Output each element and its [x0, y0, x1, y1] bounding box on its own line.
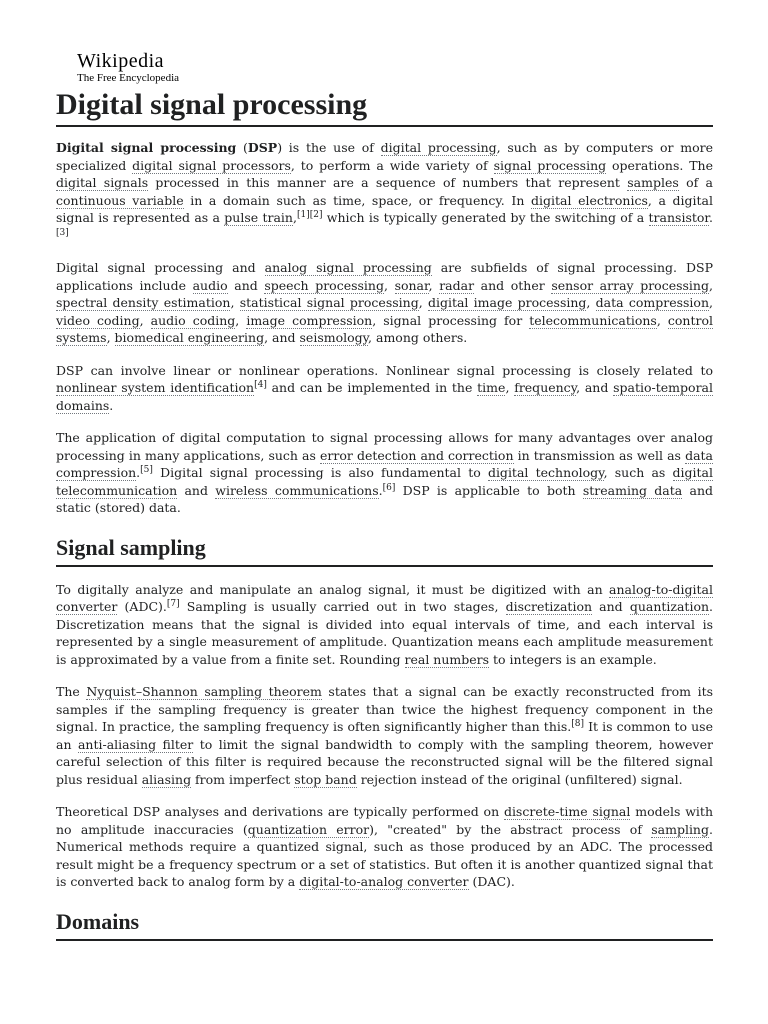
citation-ref[interactable]: [2]	[309, 209, 323, 220]
link-digital-to-analog-converter[interactable]: digital-to-analog converter	[299, 874, 469, 889]
link-frequency[interactable]: frequency	[514, 380, 577, 395]
citation-ref[interactable]: [4]	[254, 379, 267, 390]
link-digital-signal-processors[interactable]: digital signal processors	[132, 157, 291, 173]
text-span: . Discretization means that the signal is divided into equal intervals of time, and each interval is represented by a single measurement of amplitude. Quantization means each amplitude measurement is approximated by a value from a finite set. Rounding	[56, 599, 714, 667]
link-biomedical-engineering[interactable]: biomedical engineering	[114, 330, 265, 345]
link-discretization[interactable]: discretization	[505, 599, 593, 614]
link-sampling[interactable]: sampling	[651, 821, 709, 837]
text-span: and	[177, 482, 216, 498]
link-wireless-communications[interactable]: wireless communications	[215, 482, 379, 498]
text-span: and static (stored) data.	[56, 482, 713, 515]
text-span: of a	[678, 175, 713, 190]
link-digital-technology[interactable]: digital technology	[487, 465, 604, 480]
link-error-detection-and-correction[interactable]: error detection and correction	[320, 447, 514, 463]
text-span: ,	[292, 210, 297, 225]
link-digital-processing[interactable]: digital processing	[380, 140, 497, 155]
intro-paragraph-4	[56, 429, 713, 517]
link-signal-processing[interactable]: signal processing	[493, 157, 607, 173]
text-span: , and	[576, 380, 614, 395]
citation-ref[interactable]: [7]	[166, 598, 180, 609]
text-span: , signal processing for	[372, 312, 530, 328]
article-body	[56, 139, 713, 941]
text-span: Theoretical DSP analyses and derivations are typically performed on	[56, 804, 504, 819]
link-data-compression[interactable]: data compression	[56, 447, 713, 480]
link-analog-to-digital-converter[interactable]: analog-to-digital converter	[56, 581, 713, 614]
text-span: ,	[418, 295, 428, 310]
section-heading-signal-sampling: Signal sampling	[56, 535, 713, 567]
text-span: ,	[505, 380, 515, 395]
text-span: models with no amplitude inaccuracies (	[56, 804, 713, 837]
link-continuous-variable[interactable]: continuous variable	[56, 192, 184, 208]
link-discrete-time-signal[interactable]: discrete-time signal	[503, 804, 631, 819]
page-title: Digital signal processing	[56, 88, 713, 127]
text-span: and other	[474, 277, 552, 293]
text-span: ,	[656, 312, 668, 328]
wikipedia-logo[interactable]	[56, 44, 713, 88]
text-span: ,	[428, 277, 440, 293]
link-control-systems[interactable]: control systems	[56, 312, 713, 345]
text-span: states that a signal can be exactly reconstructed from its samples if the sampling frequency is greater than twice the highest frequency component in the signal. In practice, the sampling frequency is often significantly higher than this.	[56, 684, 714, 734]
link-nonlinear-system-identification[interactable]: nonlinear system identification	[56, 380, 255, 395]
link-spatio-temporal-domains[interactable]: spatio-temporal domains	[56, 380, 713, 413]
text-span: ,	[106, 330, 115, 345]
link-aliasing[interactable]: aliasing	[141, 771, 192, 787]
link-radar[interactable]: radar	[439, 277, 475, 293]
link-stop-band[interactable]: stop band	[294, 771, 357, 787]
link-nyquist-shannon-sampling-theorem[interactable]: Nyquist–Shannon sampling theorem	[86, 684, 322, 699]
text-span: ,	[230, 295, 240, 310]
text-span: and	[227, 277, 265, 293]
text-span: Sampling is usually carried out in two stages,	[179, 599, 506, 614]
text-span: from imperfect	[191, 771, 295, 787]
text-span: and can be implemented in the	[266, 380, 478, 395]
citation-ref[interactable]: [8]	[571, 718, 585, 729]
sampling-paragraph-3	[56, 803, 713, 891]
text-span: , a digital signal is represented as a	[56, 192, 713, 225]
link-samples[interactable]: samples	[627, 175, 679, 190]
text-span: to integers is an example.	[489, 651, 657, 667]
text-span: ) is the use of	[277, 140, 381, 155]
link-speech-processing[interactable]: speech processing	[264, 277, 384, 293]
text-span: , such as by computers or more specialized	[56, 140, 713, 173]
text-span: processed in this manner are a sequence of numbers that represent	[148, 175, 628, 190]
text-span: .	[378, 482, 383, 498]
link-image-compression[interactable]: image compression	[246, 312, 373, 328]
text-span: , such as	[603, 465, 673, 480]
bold-term: DSP	[247, 140, 278, 155]
text-span: ,	[139, 312, 151, 328]
text-span: in transmission as well as	[513, 447, 686, 463]
link-seismology[interactable]: seismology	[299, 330, 369, 345]
link-quantization-error[interactable]: quantization error	[247, 821, 370, 837]
citation-ref[interactable]: [1]	[296, 209, 310, 220]
link-anti-aliasing-filter[interactable]: anti-aliasing filter	[77, 736, 194, 752]
citation-ref[interactable]: [3]	[56, 227, 69, 238]
text-span: ,	[586, 295, 596, 310]
text-span: are subfields of signal processing. DSP applications include	[56, 260, 713, 293]
article-page	[56, 44, 713, 955]
text-span: , among others.	[368, 330, 468, 345]
link-digital-image-processing[interactable]: digital image processing	[427, 295, 587, 310]
link-sensor-array-processing[interactable]: sensor array processing	[551, 277, 709, 293]
section-heading-domains: Domains	[56, 909, 713, 941]
text-span: .	[109, 397, 114, 413]
intro-paragraph-2	[56, 259, 713, 347]
text-span: Digital signal processing and	[56, 260, 265, 275]
sampling-paragraph-1	[56, 581, 713, 669]
wikipedia-wordmark[interactable]: Wikipedia	[77, 50, 164, 72]
text-span: . Numerical methods require a quantized signal, such as those produced by an ADC. The processed result might be a frequency spectrum or a set of statistics. But often it is another quantized signal that is converted back to analog form by a	[56, 821, 713, 889]
link-real-numbers[interactable]: real numbers	[404, 651, 490, 667]
text-span: .	[136, 465, 141, 480]
text-span: ,	[708, 277, 713, 293]
text-span: to limit the signal bandwidth to comply with the sampling theorem, however careful selection of this filter is required because the reconstructed signal will be the filtered signal plus residual	[56, 736, 713, 787]
link-quantization[interactable]: quantization	[629, 599, 710, 614]
wikipedia-tagline: The Free Encyclopedia	[77, 72, 180, 84]
text-span: Digital signal processing is also fundamental to	[152, 465, 488, 480]
text-span: DSP can involve linear or nonlinear operations. Nonlinear signal processing is closely related to	[56, 362, 713, 378]
text-span: ,	[709, 295, 713, 310]
intro-paragraph-3	[56, 362, 713, 415]
link-digital-signals[interactable]: digital signals	[56, 175, 149, 190]
text-span: , to perform a wide variety of	[290, 157, 494, 173]
link-streaming-data[interactable]: streaming data	[582, 482, 683, 498]
text-span: (ADC).	[117, 599, 167, 614]
link-pulse-train[interactable]: pulse train	[224, 210, 293, 225]
link-data-compression[interactable]: data compression	[595, 295, 709, 310]
text-span: rejection instead of the original (unfiltered) signal.	[356, 771, 683, 787]
link-analog-signal-processing[interactable]: analog signal processing	[264, 260, 432, 275]
text-span: It is common to use an	[56, 719, 713, 752]
bold-term: Digital signal processing	[56, 140, 237, 155]
text-span: (	[236, 140, 248, 155]
link-time[interactable]: time	[477, 380, 506, 395]
text-span: .	[709, 210, 713, 225]
intro-paragraph-1	[56, 139, 713, 244]
link-digital-telecommunication[interactable]: digital telecommunication	[56, 465, 713, 498]
text-span: ,	[383, 277, 395, 293]
text-span: The	[56, 684, 87, 699]
text-span: DSP is applicable to both	[395, 482, 583, 498]
link-audio-coding[interactable]: audio coding	[150, 312, 236, 328]
text-span: and	[592, 599, 630, 614]
citation-ref[interactable]: [6]	[382, 482, 396, 493]
link-digital-electronics[interactable]: digital electronics	[531, 192, 648, 208]
text-span: operations. The	[606, 157, 714, 173]
text-span: , and	[264, 330, 300, 345]
text-span: ), "created" by the abstract process of	[369, 821, 652, 837]
text-span: ,	[235, 312, 247, 328]
link-video-coding[interactable]: video coding	[56, 312, 140, 328]
sampling-paragraph-2	[56, 683, 713, 788]
link-spectral-density-estimation[interactable]: spectral density estimation	[56, 295, 231, 310]
link-transistor[interactable]: transistor	[648, 210, 710, 225]
text-span: (DAC).	[468, 874, 515, 889]
text-span: which is typically generated by the switching of a	[322, 210, 649, 225]
link-telecommunications[interactable]: telecommunications	[529, 312, 657, 328]
link-sonar[interactable]: sonar	[394, 277, 429, 293]
text-span: in a domain such as time, space, or frequency. In	[183, 192, 531, 208]
link-statistical-signal-processing[interactable]: statistical signal processing	[239, 295, 419, 310]
citation-ref[interactable]: [5]	[140, 464, 153, 475]
text-span: The application of digital computation to signal processing allows for many advantages over analog processing in many applications, such as	[56, 430, 713, 463]
text-span: To digitally analyze and manipulate an analog signal, it must be digitized with an	[56, 581, 610, 597]
link-audio[interactable]: audio	[192, 277, 228, 293]
